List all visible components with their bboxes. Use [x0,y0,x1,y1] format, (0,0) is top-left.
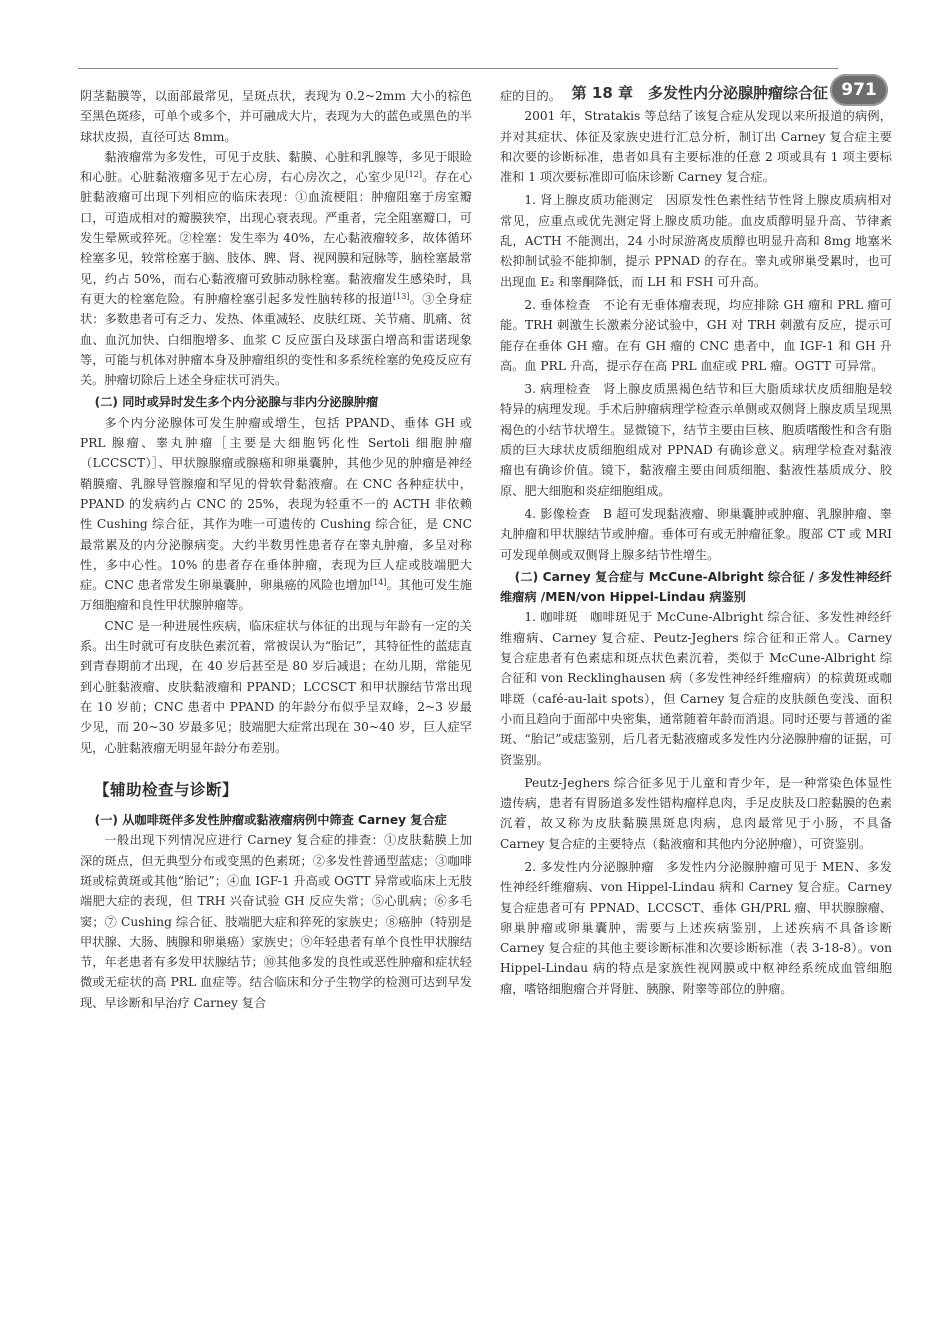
paragraph-text: 。存在心脏黏液瘤可出现下列相应的临床表现：①血流梗阻：肿瘤阻塞于房室瓣口，可造成相对的瓣膜狭窄，出现心衰表现。严重者，完全阻塞瓣口，可发生晕厥或猝死。②栓塞：发生率为 40%，左心黏液瘤较多，故体循环栓塞多见，较常栓塞于脑、肢体、脾、肾、视网膜和冠脉等，脑栓塞最常见，约占 50%，而右心黏液瘤可致肺动脉栓塞。黏液瘤发生感染时，具有更大的栓塞危险。有肿瘤栓塞引起多发性脑转移的报道 [80,170,473,306]
paragraph-text: 黏液瘤常为多发性，可见于皮肤、黏膜、心脏和乳腺等，多见于眼睑和心脏。心脏黏液瘤多见于左心房，右心房次之，心室少见 [80,149,472,185]
paragraph-text: 多个内分泌腺体可发生肿瘤或增生，包括 PPAND、垂体 GH 或 PRL 腺瘤、睾丸肿瘤［主要是大细胞钙化性 Sertoli 细胞肿瘤（LCCSCT）］、甲状腺腺瘤或腺癌和卵巢囊肿，其他少见的肿瘤是神经鞘膜瘤、乳腺导管腺瘤和罕见的骨软骨黏液瘤。在 CNC 各种症状中，PPAND 的发病约占 CNC 的 25%，表现为轻重不一的 ACTH 非依赖性 Cushing 综合征，其作为唯一可遗传的 Cushing 综合征，是 CNC 最常累及的内分泌腺病变。大约半数男性患者存在睾丸肿瘤，多呈对称性，多中心性。10% 的患者存在垂体肿瘤，表现为巨人症或肢端肥大症。CNC 患者常发生卵巢囊肿，卵巢癌的风险也增加 [80,415,472,593]
paragraph [80,413,472,616]
section-heading: 【辅助检查与诊断】 [94,780,239,799]
paragraph: 阴茎黏膜等，以面部最常见，呈斑点状，表现为 0.2~2mm 大小的棕色至黑色斑疹，可单个或多个，并可融成大片，表现为大的蓝色或黑色的半球状皮损，直径可达 8mm。 [80,89,472,144]
paragraph: 一般出现下列情况应进行 Carney 复合症的排查：①皮肤黏膜上加深的斑点，但无典型分布或变黑的色素斑；②多发性普通型蓝痣；③咖啡斑或棕黄斑或其他“胎记”；④血 IGF-1 升高或 OGTT 异常或临床上无肢端肥大症的表现，但 TRH 兴奋试验 GH 反应失常；⑤心肌病；⑥多毛窦；⑦ Cushing 综合征、肢端肥大症和猝死的家族史；⑧癌肿（特别是甲状腺、大肠、胰腺和卵巢癌）家族史；⑨年轻患者有单个良性甲状腺结节，年老患者有多发甲状腺结节；⑩其他多发的良性或恶性肿瘤和症状轻微或无症状的高 PRL 血症等。结合临床和分子生物学的检测可达到早发现、早诊断和早治疗 Carney 复合 [80,833,472,1010]
header-divider [78,68,838,69]
paragraph [80,147,472,391]
paragraph: 4. 影像检查 B 超可发现黏液瘤、卵巢囊肿或肿瘤、乳腺肿瘤、睾丸肿瘤和甲状腺结节或肿瘤。垂体可有或无肿瘤征象。腹部 CT 或 MRI 可发现单侧或双侧肾上腺多结节性增生。 [500,506,892,562]
chapter-title: 第 18 章 多发性内分泌腺肿瘤综合征 [571,84,828,102]
paragraph: 1. 咖啡斑 咖啡斑见于 McCune-Albright 综合征、多发性神经纤维瘤病、Carney 复合症、Peutz-Jeghers 综合征和正常人。Carney 复合症患者有色素痣和斑点状色素沉着，类似于 McCune-Albright 综合征和 von Recklinghausen 病（多发性神经纤维瘤病）的棕黄斑或咖啡斑（café-au-lait spots），但 Carney 复合症的皮肤颜色变浅、面积小而且趋向于面部中央密集，通常随着年龄而消退。同时还要与普通的雀斑、“胎记”或痣鉴别，后几者无黏液瘤或多发性内分泌腺肿瘤的证据，可资鉴别。 [500,610,892,767]
paragraph: 2. 多发性内分泌腺肿瘤 多发性内分泌腺肿瘤可见于 MEN、多发性神经纤维瘤病、von Hippel-Lindau 病和 Carney 复合症。Carney 复合症患者可有 PPNAD、LCCSCT、垂体 GH/PRL 瘤、甲状腺腺瘤、卵巢肿瘤或卵巢囊肿，需要与上述疾病鉴别，上述疾病不具备诊断 Carney 复合症的其他主要诊断标准和次要诊断标准（表 3-18-8）。von Hippel-Lindau 病的特点是家族性视网膜或中枢神经系统成血管细胞瘤，嗜铬细胞瘤合并肾脏、胰腺、附睾等部位的肿瘤。 [500,859,892,996]
citation: [12] [405,170,422,180]
paragraph-text: 。其他可发生施万细胞瘤和良性甲状腺肿瘤等。 [80,578,472,613]
right-column [500,86,892,999]
paragraph: 2001 年，Stratakis 等总结了该复合症从发现以来所报道的病例，并对其症状、体征及家族史进行汇总分析，制订出 Carney 复合症主要和次要的诊断标准，患者如具有主要标准的任意 2 项或具有 1 项主要标准和 1 项次要标准即可临床诊断 Carney 复合症。 [500,109,892,185]
paragraph: Peutz-Jeghers 综合征多见于儿童和青少年，是一种常染色体显性遗传病，患者有胃肠道多发性错构瘤样息肉，手足皮肤及口腔黏膜的色素沉着，故又称为皮肤黏膜黑斑息肉病，息肉最常见于小肠，不具备 Carney 复合症的主要特点（黏液瘤和其他内分泌肿瘤），可资鉴别。 [500,775,892,851]
citation: [13] [392,291,410,301]
paragraph-text: 。③全身症状：多数患者可有乏力、发热、体重减轻、皮肤红斑、关节痛、肌痛、贫血、血沉加快、白细胞增多、血浆 C 反应蛋白及球蛋白增高和雷诺现象等，可能与机体对肿瘤本身及肿瘤组织的变性和多系统栓塞的免疫反应有关。肿瘤切除后上述全身症状可消失。 [80,291,473,388]
page-number-badge: 971 [830,74,888,106]
subsection-heading: (二) 同时或异时发生多个内分泌腺与非内分泌腺肿瘤 [94,395,379,410]
subsection-heading: (一) 从咖啡斑伴多发性肿瘤或黏液瘤病例中筛查 Carney 复合症 [94,813,447,828]
paragraph: 症的目的。 [500,89,561,103]
paragraph: 1. 肾上腺皮质功能测定 因原发性色素性结节性肾上腺皮质病相对常见，应重点或优先测定肾上腺皮质功能。血皮质醇明显升高、节律紊乱，ACTH 不能测出，24 小时尿游离皮质醇也明显升高和 8mg 地塞米松抑制试验不能抑制，提示 PPNAD 的存在。睾丸或卵巢受累时，也可出现血 E₂ 和睾酮降低，而 LH 和 FSH 可升高。 [500,193,892,289]
subsection-heading: (二) Carney 复合症与 McCune-Albright 综合征 / 多发性神经纤维瘤病 /MEN/von Hippel-Lindau 病鉴别 [500,569,892,605]
paragraph: 2. 垂体检查 不论有无垂体瘤表现，均应排除 GH 瘤和 PRL 瘤可能。TRH 刺激生长激素分泌试验中，GH 对 TRH 刺激有反应，提示可能存在垂体 GH 瘤。在有 GH 瘤的 CNC 患者中，血 IGF-1 和 GH 升高。血 PRL 升高，提示存在高 PRL 血症或 PRL 瘤。OGTT 可异常。 [500,297,892,373]
citation: [14] [369,578,387,588]
left-column [80,86,472,1013]
paragraph: 3. 病理检查 肾上腺皮质黑褐色结节和巨大脂质球状皮质细胞是较特异的病理发现。手术后肿瘤病理学检查示单侧或双侧肾上腺皮质呈现黑褐色的小结节状增生。显微镜下，结节主要由巨核、胞质嗜酸性和含有脂质的巨大球状皮质细胞组成对 PPNAD 有确诊意义。病理学检查对黏液瘤也有确诊价值。镜下，黏液瘤主要由间质细胞、黏液性基质成分、胶原、肥大细胞和炎症细胞组成。 [500,382,892,498]
paragraph: CNC 是一种进展性疾病，临床症状与体征的出现与年龄有一定的关系。出生时就可有皮肤色素沉着，常被误认为“胎记”，其特征性的蓝痣直到青春期前才出现，在 40 岁后甚至是 80 岁后减退；在幼儿期，常能见到心脏黏液瘤、皮肤黏液瘤和 PPAND；LCCSCT 和甲状腺结节常出现在 10 岁前；CNC 患者中 PPAND 的年龄分布似乎呈双峰，2~3 岁最少见，而 20~30 岁最多见；肢端肥大症常出现在 30~40 岁，巨人症罕见，心脏黏液瘤无明显年龄分布差别。 [80,618,472,755]
